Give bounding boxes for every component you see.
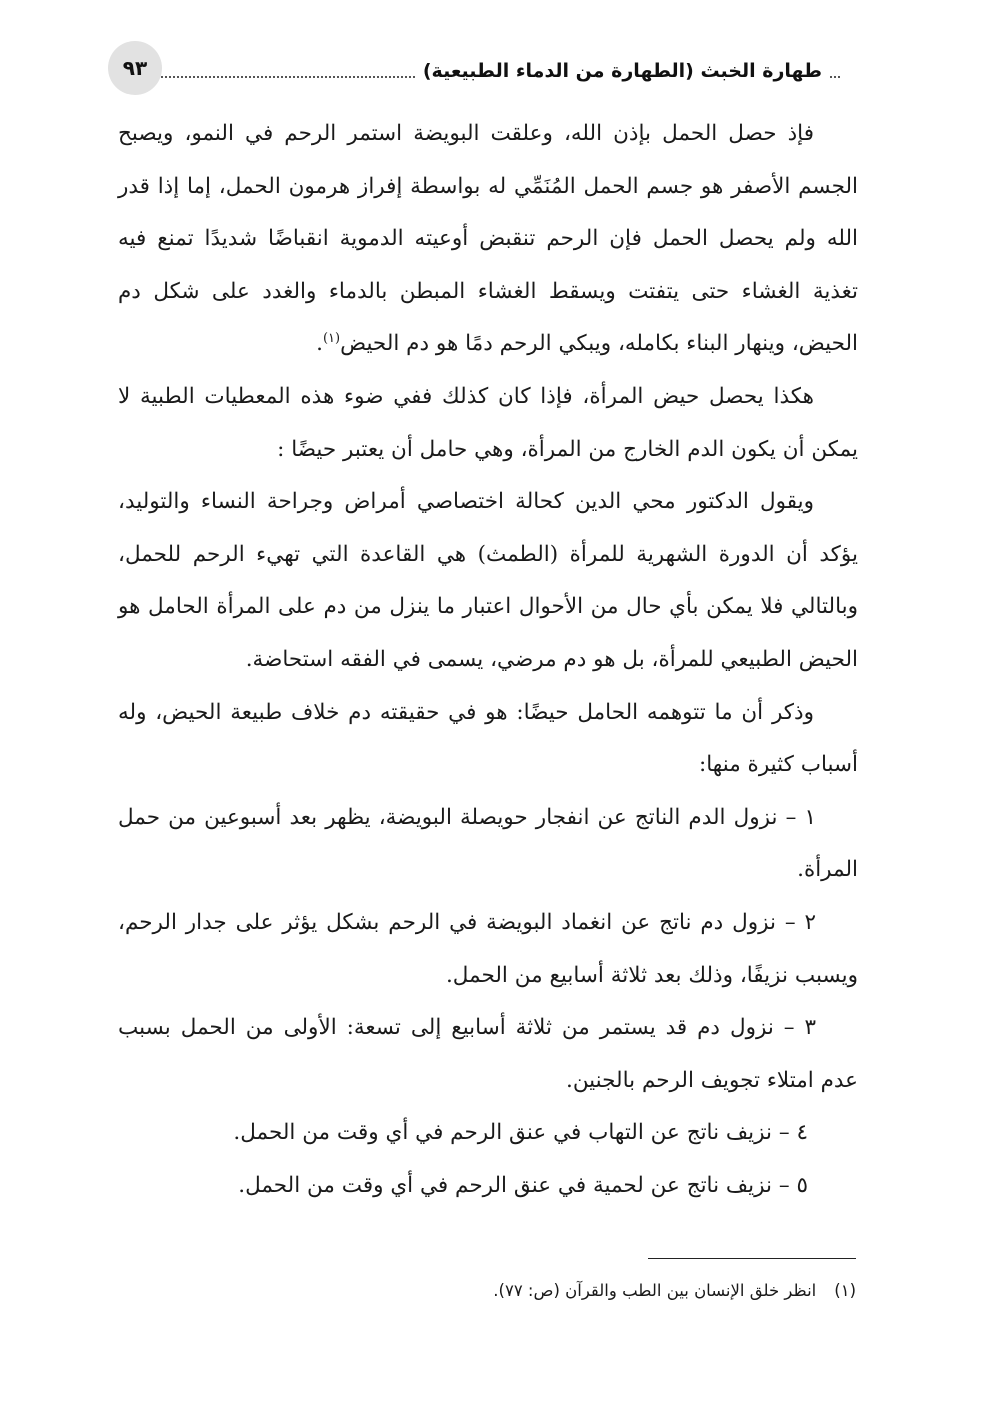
- paragraph-4: وذكر أن ما تتوهمه الحامل حيضًا: هو في حقيقته دم خلاف طبيعة الحيض، وله أسباب كثيرة منها:: [118, 699, 858, 778]
- footnote-reference[interactable]: (١): [322, 331, 341, 347]
- footnote-separator: [648, 1258, 856, 1259]
- header-leader-dots: [116, 76, 415, 78]
- page-number-badge: [108, 41, 162, 95]
- page-number: ٩٣: [122, 56, 148, 80]
- paragraph-1-text: فإذ حصل الحمل بإذن الله، وعلقت البويضة استمر الرحم في النمو، ويصبح الجسم الأصفر هو جسم الحمل المُنَمِّي له بواسطة إفراز هرمون الحمل، إما إذا قدر الله ولم يحصل الحمل فإن الرحم تنقبض أوعيته الدموية انقباضًا شديدًا تمنع فيه تغذية الغشاء حتى يتفتت ويسقط الغشاء المبطن بالدماء والغدد على شكل دم الحيض، وينهار البناء بكامله، ويبكي الرحم دمًا هو دم الحيض: [118, 121, 858, 357]
- list-item-4: ٤ – نزيف ناتج عن التهاب في عنق الرحم في أي وقت من الحمل.: [233, 1120, 808, 1146]
- header-leader-right: [830, 76, 840, 78]
- list-item-1: ١ – نزول الدم الناتج عن انفجار حويصلة البويضة، يظهر بعد أسبوعين من حمل المرأة.: [118, 804, 858, 883]
- header-title: طهارة الخبث (الطهارة من الدماء الطبيعية): [422, 60, 822, 82]
- paragraph-3: ويقول الدكتور محي الدين كحالة اختصاصي أمراض وجراحة النساء والتوليد، يؤكد أن الدورة الشهرية للمرأة (الطمث) هي القاعدة التي تهيء الرحم للحمل، وبالتالي فلا يمكن بأي حال من الأحوال اعتبار ما ينزل من دم على المرأة الحامل هو الحيض الطبيعي للمرأة، بل هو دم مرضي، يسمى في الفقه استحاضة.: [118, 489, 858, 672]
- footnote-text: انظر خلق الإنسان بين الطب والقرآن (ص: ٧٧).: [493, 1281, 817, 1300]
- list-item-2: ٢ – نزول دم ناتج عن انغماد البويضة في الرحم بشكل يؤثر على جدار الرحم، ويسبب نزيفًا، وذلك بعد ثلاثة أسابيع من الحمل.: [118, 909, 858, 988]
- running-header: [108, 46, 848, 96]
- footnote-marker: (١): [834, 1281, 856, 1300]
- short-items: [118, 1107, 858, 1212]
- list-item-5: ٥ – نزيف ناتج عن لحمية في عنق الرحم في أي وقت من الحمل.: [238, 1172, 808, 1198]
- paragraph-2: هكذا يحصل حيض المرأة، فإذا كان كذلك ففي ضوء هذه المعطيات الطبية لا يمكن أن يكون الدم الخارج من المرأة، وهي حامل أن يعتبر حيضًا :: [118, 383, 858, 462]
- paragraph-1: [118, 108, 858, 371]
- list-item-3: ٣ – نزول دم قد يستمر من ثلاثة أسابيع إلى تسعة: الأولى من الحمل بسبب عدم امتلاء تجويف الرحم بالجنين.: [118, 1015, 858, 1093]
- footnote: [300, 1276, 856, 1306]
- main-text: [118, 108, 858, 1212]
- paragraph-1-end: .: [316, 331, 323, 357]
